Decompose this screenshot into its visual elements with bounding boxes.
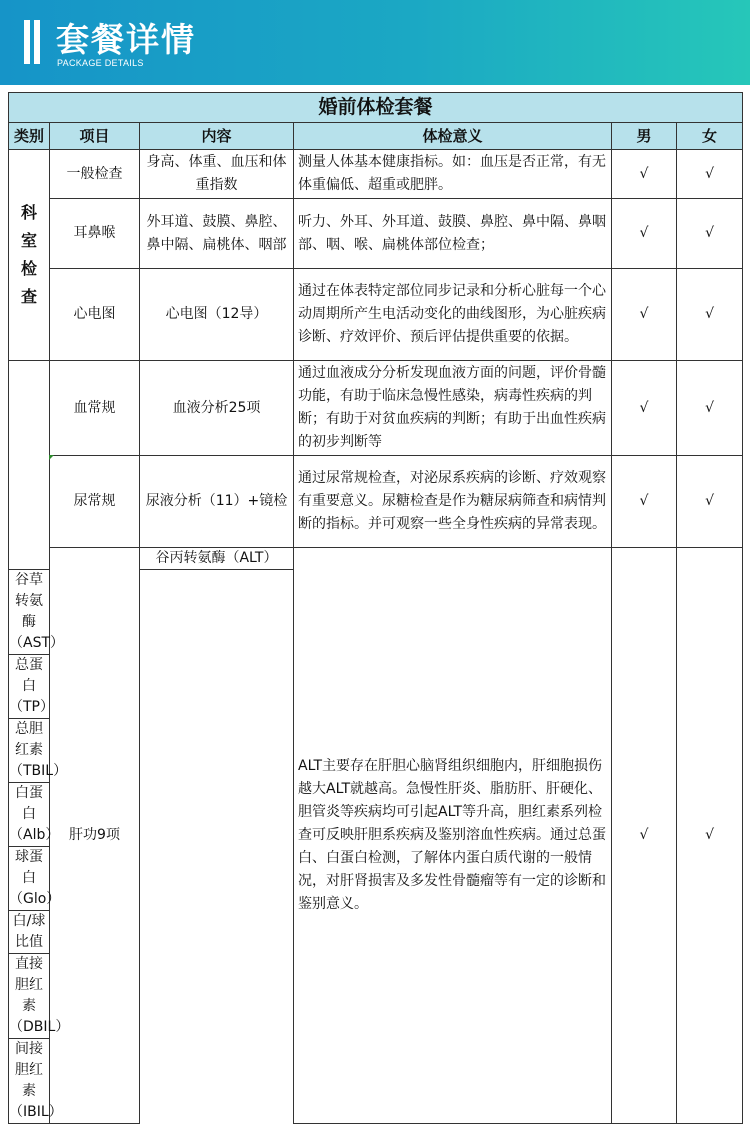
column-header-content: 内容 bbox=[140, 123, 294, 150]
table-title: 婚前体检套餐 bbox=[9, 93, 743, 123]
column-header-meaning: 体检意义 bbox=[294, 123, 612, 150]
column-header-female: 女 bbox=[677, 123, 743, 150]
page-subtitle: PACKAGE DETAILS bbox=[57, 58, 144, 68]
table-row bbox=[9, 548, 743, 570]
table-row bbox=[9, 456, 743, 548]
female-check: √ bbox=[677, 199, 743, 269]
meaning-cell: 通过在体表特定部位同步记录和分析心脏每一个心动周期所产生电活动变化的曲线图形，为心脏疾病诊断、疗效评价、预后评估提供重要的依据。 bbox=[294, 269, 612, 361]
meaning-cell: 测量人体基本健康指标。如：血压是否正常，有无体重偏低、超重或肥胖。 bbox=[294, 150, 612, 199]
category-cell-blank bbox=[9, 361, 50, 570]
table-row bbox=[9, 199, 743, 269]
subitem-cell: 白/球比值 bbox=[9, 911, 50, 954]
meaning-cell: 通过血液成分分析发现血液方面的问题，评价骨髓功能，有助于临床急慢性感染，病毒性疾病的判断；有助于对贫血疾病的判断；有助于出血性疾病的初步判断等 bbox=[294, 361, 612, 456]
column-header-item: 项目 bbox=[50, 123, 140, 150]
meaning-cell: ALT主要存在肝胆心脑肾组织细胞内，肝细胞损伤越大ALT就越高。急慢性肝炎、脂肪肝、肝硬化、胆管炎等疾病均可引起ALT等升高，胆红素系列检查可反映肝胆系疾病及鉴别溶血性疾病。通过总蛋白、白蛋白检测，了解体内蛋白质代谢的一般情况，对肝肾损害及多发性骨髓瘤等有一定的诊断和鉴别意义。 bbox=[294, 548, 612, 1124]
subitem-cell: 谷草转氨酶（AST） bbox=[9, 570, 50, 655]
content-cell: 身高、体重、血压和体重指数 bbox=[140, 150, 294, 199]
male-check: √ bbox=[612, 150, 677, 199]
male-check: √ bbox=[612, 269, 677, 361]
content-cell: 尿液分析（11）+镜检 bbox=[140, 456, 294, 548]
subitem-cell: 总胆红素（TBIL） bbox=[9, 719, 50, 783]
female-check: √ bbox=[677, 361, 743, 456]
subitem-cell: 球蛋白（Glo） bbox=[9, 847, 50, 911]
item-cell: 肝功9项 bbox=[50, 548, 140, 1124]
header-decor-bar bbox=[34, 20, 40, 64]
female-check: √ bbox=[677, 269, 743, 361]
subitem-cell: 谷丙转氨酶（ALT） bbox=[140, 548, 294, 570]
content-cell: 外耳道、鼓膜、鼻腔、鼻中隔、扁桃体、咽部 bbox=[140, 199, 294, 269]
male-check: √ bbox=[612, 361, 677, 456]
content-cell: 血液分析25项 bbox=[140, 361, 294, 456]
item-cell: 心电图 bbox=[50, 269, 140, 361]
table-row bbox=[9, 361, 743, 456]
female-check: √ bbox=[677, 456, 743, 548]
column-header-male: 男 bbox=[612, 123, 677, 150]
content-cell: 心电图（12导） bbox=[140, 269, 294, 361]
subitem-cell: 间接胆红素（IBIL） bbox=[9, 1039, 50, 1124]
item-cell: 尿常规 bbox=[50, 456, 140, 548]
subitem-cell: 总蛋白（TP） bbox=[9, 655, 50, 719]
header-banner bbox=[0, 0, 750, 85]
subitem-cell: 直接胆红素（DBIL） bbox=[9, 954, 50, 1039]
meaning-cell: 听力、外耳、外耳道、鼓膜、鼻腔、鼻中隔、鼻咽部、咽、喉、扁桃体部位检查； bbox=[294, 199, 612, 269]
table-row bbox=[9, 269, 743, 361]
page-title: 套餐详情 bbox=[56, 20, 196, 59]
header-decor-bar bbox=[24, 20, 30, 64]
item-cell: 一般检查 bbox=[50, 150, 140, 199]
package-table bbox=[8, 92, 743, 1124]
male-check: √ bbox=[612, 456, 677, 548]
item-cell: 耳鼻喉 bbox=[50, 199, 140, 269]
male-check: √ bbox=[612, 199, 677, 269]
meaning-cell: 通过尿常规检查，对泌尿系疾病的诊断、疗效观察有重要意义。尿糖检查是作为糖尿病筛查和病情判断的指标。并可观察一些全身性疾病的异常表现。 bbox=[294, 456, 612, 548]
category-label: 科室检查 bbox=[20, 203, 37, 306]
male-check: √ bbox=[612, 548, 677, 1124]
item-cell: 血常规 bbox=[50, 361, 140, 456]
subitem-cell: 白蛋白（Alb） bbox=[9, 783, 50, 847]
table-row bbox=[9, 150, 743, 199]
column-header-category: 类别 bbox=[9, 123, 50, 150]
category-cell bbox=[9, 150, 50, 361]
female-check: √ bbox=[677, 548, 743, 1124]
female-check: √ bbox=[677, 150, 743, 199]
